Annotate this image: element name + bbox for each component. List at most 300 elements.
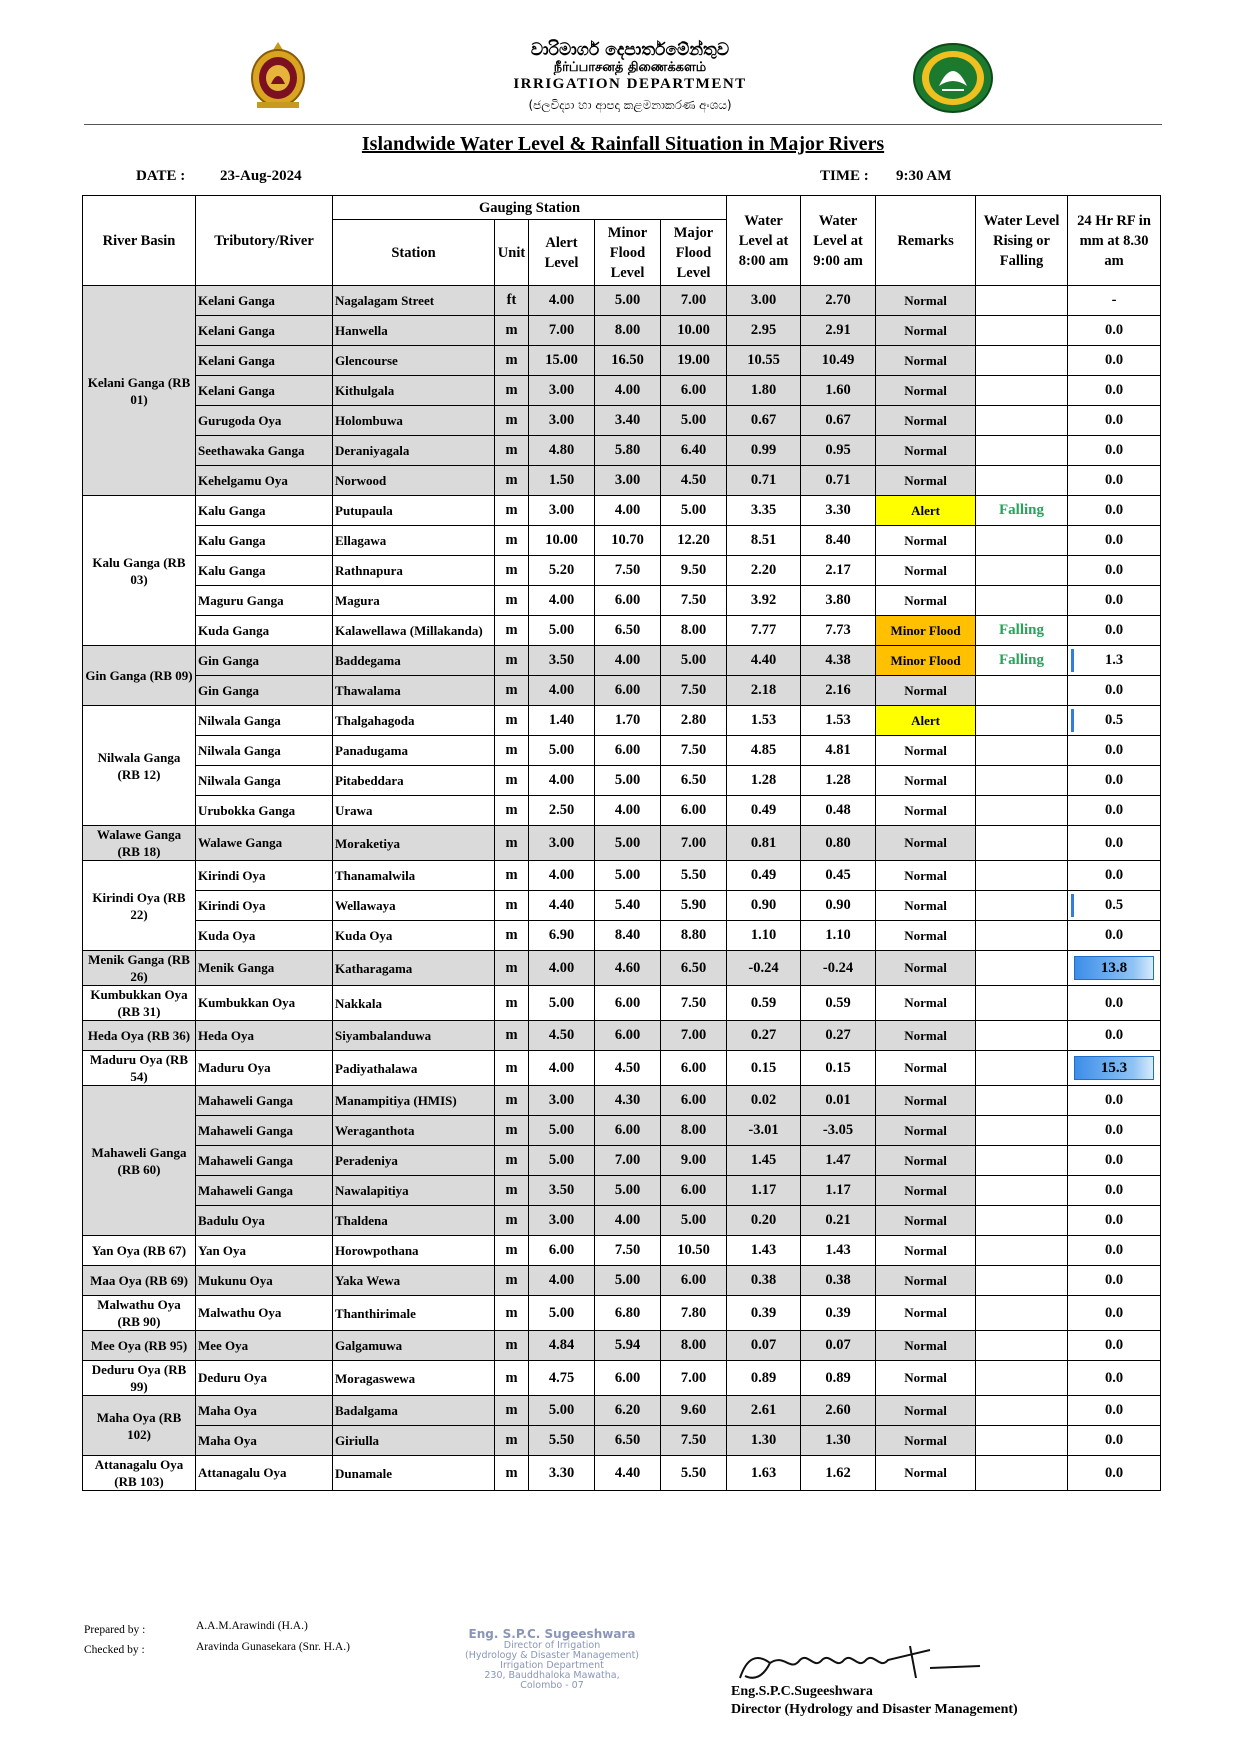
major-flood-cell: 6.00 [661, 376, 727, 406]
minor-flood-cell: 6.00 [595, 586, 661, 616]
station-cell: Kithulgala [333, 376, 495, 406]
table-row [83, 1146, 1161, 1176]
tributary-cell: Menik Ganga [196, 951, 333, 986]
station-cell: Hanwella [333, 316, 495, 346]
remarks-cell: Normal [876, 766, 976, 796]
rainfall-cell [1068, 466, 1161, 496]
table-row [83, 1266, 1161, 1296]
water-level-800-cell: 0.20 [727, 1206, 801, 1236]
minor-flood-cell: 6.20 [595, 1396, 661, 1426]
major-flood-cell: 6.40 [661, 436, 727, 466]
major-flood-cell: 5.00 [661, 1206, 727, 1236]
alert-level-cell: 1.50 [529, 466, 595, 496]
minor-flood-cell: 5.00 [595, 826, 661, 861]
alert-level-cell: 5.00 [529, 1146, 595, 1176]
unit-cell: m [495, 951, 529, 986]
major-flood-cell: 6.50 [661, 951, 727, 986]
alert-level-cell: 5.00 [529, 736, 595, 766]
station-cell: Thaldena [333, 1206, 495, 1236]
trend-cell [976, 1396, 1068, 1426]
minor-flood-cell: 5.00 [595, 1176, 661, 1206]
unit-cell: m [495, 736, 529, 766]
trend-cell [976, 1456, 1068, 1491]
minor-flood-cell: 6.80 [595, 1296, 661, 1331]
table-row [83, 676, 1161, 706]
station-cell: Norwood [333, 466, 495, 496]
alert-level-cell: 5.00 [529, 616, 595, 646]
trend-cell: Falling [976, 646, 1068, 676]
remarks-cell: Normal [876, 286, 976, 316]
col-wl-900: Water Level at 9:00 am [801, 196, 876, 286]
rainfall-value: - [1111, 292, 1117, 308]
water-level-800-cell: 0.81 [727, 826, 801, 861]
station-cell: Dunamale [333, 1456, 495, 1491]
major-flood-cell: 6.50 [661, 766, 727, 796]
alert-level-cell: 3.50 [529, 1176, 595, 1206]
table-row [83, 986, 1161, 1021]
river-basin-cell: Kelani Ganga (RB 01) [83, 286, 196, 496]
trend-cell: Falling [976, 496, 1068, 526]
tributary-cell: Kuda Oya [196, 921, 333, 951]
tributary-cell: Badulu Oya [196, 1206, 333, 1236]
unit-cell: m [495, 1051, 529, 1086]
alert-level-cell: 3.00 [529, 376, 595, 406]
rainfall-value: 0.0 [1104, 742, 1124, 758]
prepared-label: Prepared by : [84, 1624, 146, 1636]
unit-cell: m [495, 1086, 529, 1116]
remarks-cell: Normal [876, 1266, 976, 1296]
river-basin-cell: Nilwala Ganga (RB 12) [83, 706, 196, 826]
rainfall-value: 0.0 [1104, 442, 1124, 458]
water-level-800-cell: 2.18 [727, 676, 801, 706]
header-rule [84, 124, 1162, 125]
water-level-900-cell: 0.67 [801, 406, 876, 436]
major-flood-cell: 2.80 [661, 706, 727, 736]
unit-cell: m [495, 556, 529, 586]
station-cell: Yaka Wewa [333, 1266, 495, 1296]
minor-flood-cell: 8.40 [595, 921, 661, 951]
minor-flood-cell: 5.80 [595, 436, 661, 466]
station-cell: Peradeniya [333, 1146, 495, 1176]
water-level-800-cell: 2.95 [727, 316, 801, 346]
water-level-900-cell: 2.17 [801, 556, 876, 586]
remarks-cell: Normal [876, 1331, 976, 1361]
major-flood-cell: 6.00 [661, 1176, 727, 1206]
water-level-900-cell: 0.90 [801, 891, 876, 921]
water-level-800-cell: 1.10 [727, 921, 801, 951]
trend-cell [976, 406, 1068, 436]
rainfall-cell [1068, 616, 1161, 646]
tributary-cell: Deduru Oya [196, 1361, 333, 1396]
trend-cell [976, 826, 1068, 861]
signature [730, 1638, 990, 1688]
station-cell: Moraketiya [333, 826, 495, 861]
unit-cell: m [495, 921, 529, 951]
major-flood-cell: 7.00 [661, 1361, 727, 1396]
remarks-cell: Normal [876, 556, 976, 586]
alert-level-cell: 3.30 [529, 1456, 595, 1491]
trend-cell [976, 796, 1068, 826]
station-cell: Nakkala [333, 986, 495, 1021]
trend-cell [976, 1266, 1068, 1296]
remarks-cell: Normal [876, 316, 976, 346]
water-level-800-cell: -3.01 [727, 1116, 801, 1146]
rainfall-cell [1068, 586, 1161, 616]
stamp-line: Colombo - 07 [520, 1680, 584, 1691]
stamp-line: Director of Irrigation [503, 1640, 601, 1651]
water-level-900-cell: 0.95 [801, 436, 876, 466]
rainfall-cell [1068, 526, 1161, 556]
table-row [83, 316, 1161, 346]
water-level-900-cell: 0.80 [801, 826, 876, 861]
table-row [83, 1396, 1161, 1426]
minor-flood-cell: 6.00 [595, 986, 661, 1021]
unit-cell: m [495, 676, 529, 706]
station-cell: Horowpothana [333, 1236, 495, 1266]
minor-flood-cell: 6.00 [595, 1021, 661, 1051]
trend-cell [976, 466, 1068, 496]
alert-level-cell: 15.00 [529, 346, 595, 376]
table-row [83, 1051, 1161, 1086]
unit-cell: m [495, 1021, 529, 1051]
tributary-cell: Kelani Ganga [196, 286, 333, 316]
trend-cell [976, 1206, 1068, 1236]
river-basin-cell: Malwathu Oya (RB 90) [83, 1296, 196, 1331]
remarks-cell: Normal [876, 1361, 976, 1396]
rainfall-value: 0.0 [1104, 1182, 1124, 1198]
tributary-cell: Kalu Ganga [196, 526, 333, 556]
unit-cell: m [495, 796, 529, 826]
water-level-800-cell: 0.90 [727, 891, 801, 921]
unit-cell: m [495, 1116, 529, 1146]
stamp-line: Eng. S.P.C. Sugeeshwara [468, 1627, 636, 1641]
col-river-basin: River Basin [83, 196, 196, 286]
checked-by: Aravinda Gunasekara (Snr. H.A.) [196, 1641, 350, 1653]
col-alert-level: Alert Level [529, 220, 595, 286]
rainfall-cell [1068, 376, 1161, 406]
remarks-cell: Normal [876, 676, 976, 706]
river-basin-cell: Gin Ganga (RB 09) [83, 646, 196, 706]
water-level-800-cell: 3.35 [727, 496, 801, 526]
rainfall-cell [1068, 1331, 1161, 1361]
tributary-cell: Kelani Ganga [196, 346, 333, 376]
major-flood-cell: 19.00 [661, 346, 727, 376]
unit-cell: m [495, 1146, 529, 1176]
rainfall-value: 0.0 [1104, 1402, 1124, 1418]
col-minor-flood: Minor Flood Level [595, 220, 661, 286]
station-cell: Galgamuwa [333, 1331, 495, 1361]
river-basin-cell: Deduru Oya (RB 99) [83, 1361, 196, 1396]
signatory-title: Director (Hydrology and Disaster Management) [731, 1702, 1018, 1717]
table-row [83, 1116, 1161, 1146]
rainfall-value: 0.0 [1104, 562, 1124, 578]
station-cell: Putupaula [333, 496, 495, 526]
rainfall-cell [1068, 951, 1161, 986]
river-basin-cell: Mee Oya (RB 95) [83, 1331, 196, 1361]
alert-level-cell: 3.00 [529, 1206, 595, 1236]
rainfall-cell [1068, 1051, 1161, 1086]
tributary-cell: Gin Ganga [196, 646, 333, 676]
remarks-cell: Normal [876, 1396, 976, 1426]
water-level-800-cell: 0.07 [727, 1331, 801, 1361]
rainfall-cell [1068, 1426, 1161, 1456]
rainfall-cell [1068, 316, 1161, 346]
table-row [83, 346, 1161, 376]
tributary-cell: Walawe Ganga [196, 826, 333, 861]
table-row [83, 951, 1161, 986]
table-row [83, 796, 1161, 826]
rainfall-cell [1068, 1021, 1161, 1051]
unit-cell: m [495, 891, 529, 921]
major-flood-cell: 5.50 [661, 861, 727, 891]
rainfall-value: 0.0 [1104, 1337, 1124, 1353]
unit-cell: m [495, 436, 529, 466]
water-level-800-cell: 2.61 [727, 1396, 801, 1426]
remarks-cell: Normal [876, 1236, 976, 1266]
river-basin-cell: Kalu Ganga (RB 03) [83, 496, 196, 646]
rainfall-value: 0.0 [1104, 1152, 1124, 1168]
table-row [83, 891, 1161, 921]
major-flood-cell: 9.60 [661, 1396, 727, 1426]
trend-cell [976, 951, 1068, 986]
water-level-900-cell: 2.60 [801, 1396, 876, 1426]
rainfall-value: 0.0 [1104, 412, 1124, 428]
major-flood-cell: 7.00 [661, 826, 727, 861]
trend-cell [976, 766, 1068, 796]
remarks-cell: Normal [876, 406, 976, 436]
rainfall-value: 0.0 [1104, 352, 1124, 368]
unit-cell: m [495, 1266, 529, 1296]
water-level-800-cell: 1.17 [727, 1176, 801, 1206]
station-cell: Thanthirimale [333, 1296, 495, 1331]
minor-flood-cell: 4.60 [595, 951, 661, 986]
rainfall-value: 0.0 [1104, 532, 1124, 548]
station-cell: Thalgahagoda [333, 706, 495, 736]
remarks-cell: Normal [876, 951, 976, 986]
minor-flood-cell: 16.50 [595, 346, 661, 376]
trend-cell [976, 891, 1068, 921]
water-level-900-cell: -3.05 [801, 1116, 876, 1146]
table-row [83, 556, 1161, 586]
water-level-900-cell: 0.38 [801, 1266, 876, 1296]
unit-cell: m [495, 406, 529, 436]
water-level-800-cell: 0.02 [727, 1086, 801, 1116]
col-rising-falling: Water Level Rising or Falling [976, 196, 1068, 286]
rainfall-value: 0.0 [1104, 472, 1124, 488]
tributary-cell: Attanagalu Oya [196, 1456, 333, 1491]
remarks-cell: Normal [876, 986, 976, 1021]
minor-flood-cell: 5.94 [595, 1331, 661, 1361]
station-cell: Urawa [333, 796, 495, 826]
rainfall-value: 0.0 [1104, 622, 1124, 638]
trend-cell [976, 1051, 1068, 1086]
remarks-cell: Normal [876, 1456, 976, 1491]
major-flood-cell: 6.00 [661, 1051, 727, 1086]
col-remarks: Remarks [876, 196, 976, 286]
station-cell: Wellawaya [333, 891, 495, 921]
trend-cell [976, 1086, 1068, 1116]
rainfall-value: 0.0 [1104, 382, 1124, 398]
remarks-cell: Normal [876, 526, 976, 556]
table-row [83, 1086, 1161, 1116]
trend-cell [976, 1176, 1068, 1206]
dept-name-tamil: நீர்ப்பாசனத் திணைக்களம் [553, 60, 707, 75]
alert-level-cell: 4.00 [529, 676, 595, 706]
alert-level-cell: 4.50 [529, 1021, 595, 1051]
minor-flood-cell: 7.50 [595, 556, 661, 586]
remarks-cell: Normal [876, 1176, 976, 1206]
alert-level-cell: 7.00 [529, 316, 595, 346]
col-unit: Unit [495, 220, 529, 286]
rainfall-value: 0.0 [1104, 1464, 1124, 1481]
station-cell: Badalgama [333, 1396, 495, 1426]
alert-level-cell: 5.00 [529, 986, 595, 1021]
water-level-900-cell: 0.71 [801, 466, 876, 496]
water-level-800-cell: 3.92 [727, 586, 801, 616]
water-level-900-cell: 8.40 [801, 526, 876, 556]
alert-level-cell: 4.40 [529, 891, 595, 921]
rainfall-cell [1068, 286, 1161, 316]
water-level-800-cell: 0.27 [727, 1021, 801, 1051]
unit-cell: m [495, 1296, 529, 1331]
tributary-cell: Gin Ganga [196, 676, 333, 706]
tributary-cell: Kirindi Oya [196, 861, 333, 891]
alert-level-cell: 4.00 [529, 586, 595, 616]
alert-level-cell: 1.40 [529, 706, 595, 736]
water-level-900-cell: 0.59 [801, 986, 876, 1021]
rainfall-value: 0.0 [1104, 1432, 1124, 1448]
minor-flood-cell: 6.00 [595, 676, 661, 706]
rainfall-cell [1068, 1296, 1161, 1331]
rainfall-value: 0.0 [1104, 802, 1124, 818]
tributary-cell: Seethawaka Ganga [196, 436, 333, 466]
station-cell: Ellagawa [333, 526, 495, 556]
tributary-cell: Maha Oya [196, 1396, 333, 1426]
rainfall-cell [1068, 766, 1161, 796]
tributary-cell: Mahaweli Ganga [196, 1086, 333, 1116]
prepared-by: A.A.M.Arawindi (H.A.) [196, 1620, 308, 1632]
rainfall-cell [1068, 1086, 1161, 1116]
table-row [83, 861, 1161, 891]
unit-cell: ft [495, 286, 529, 316]
minor-flood-cell: 5.00 [595, 861, 661, 891]
rainfall-value: 0.0 [1104, 1212, 1124, 1228]
rainfall-bar [1071, 894, 1074, 917]
remarks-cell: Normal [876, 796, 976, 826]
alert-level-cell: 3.00 [529, 1086, 595, 1116]
trend-cell [976, 376, 1068, 406]
irrigation-department-logo [912, 42, 994, 114]
river-basin-cell: Kumbukkan Oya (RB 31) [83, 986, 196, 1021]
rainfall-cell [1068, 1206, 1161, 1236]
water-level-800-cell: 0.89 [727, 1361, 801, 1396]
water-level-800-cell: 0.39 [727, 1296, 801, 1331]
station-cell: Rathnapura [333, 556, 495, 586]
signatory-name: Eng.S.P.C.Sugeeshwara [731, 1684, 873, 1699]
rainfall-value: 0.0 [1104, 322, 1124, 338]
table-row [83, 1426, 1161, 1456]
major-flood-cell: 7.80 [661, 1296, 727, 1331]
unit-cell: m [495, 616, 529, 646]
major-flood-cell: 5.00 [661, 406, 727, 436]
tributary-cell: Nilwala Ganga [196, 706, 333, 736]
water-level-900-cell: 4.38 [801, 646, 876, 676]
trend-cell [976, 556, 1068, 586]
major-flood-cell: 8.00 [661, 1331, 727, 1361]
trend-cell [976, 861, 1068, 891]
rainfall-value: 0.0 [1104, 927, 1124, 943]
remarks-cell: Normal [876, 466, 976, 496]
station-cell: Nawalapitiya [333, 1176, 495, 1206]
tributary-cell: Kalu Ganga [196, 496, 333, 526]
trend-cell: Falling [976, 616, 1068, 646]
water-level-800-cell: 1.43 [727, 1236, 801, 1266]
major-flood-cell: 4.50 [661, 466, 727, 496]
table-row [83, 526, 1161, 556]
alert-level-cell: 4.00 [529, 766, 595, 796]
tributary-cell: Malwathu Oya [196, 1296, 333, 1331]
unit-cell: m [495, 646, 529, 676]
rainfall-value: 0.0 [1104, 1272, 1124, 1288]
major-flood-cell: 7.50 [661, 676, 727, 706]
remarks-cell: Normal [876, 1086, 976, 1116]
rainfall-cell [1068, 1116, 1161, 1146]
table-row [83, 706, 1161, 736]
alert-level-cell: 5.00 [529, 1116, 595, 1146]
trend-cell [976, 346, 1068, 376]
major-flood-cell: 8.00 [661, 1116, 727, 1146]
river-basin-cell: Yan Oya (RB 67) [83, 1236, 196, 1266]
rainfall-value: 0.0 [1104, 1027, 1124, 1043]
rainfall-value: 0.0 [1104, 502, 1124, 518]
rainfall-cell [1068, 706, 1161, 736]
table-row [83, 921, 1161, 951]
water-level-800-cell: 4.40 [727, 646, 801, 676]
time-value: 9:30 AM [896, 168, 952, 184]
dept-name-sinhala: වාරිමාර්ග දෙපාර්තමේන්තුව [530, 40, 730, 60]
table-row [83, 736, 1161, 766]
tributary-cell: Kelani Ganga [196, 316, 333, 346]
table-row [83, 1206, 1161, 1236]
water-level-900-cell: 7.73 [801, 616, 876, 646]
water-level-900-cell: 1.28 [801, 766, 876, 796]
river-basin-cell: Menik Ganga (RB 26) [83, 951, 196, 986]
alert-level-cell: 5.00 [529, 1396, 595, 1426]
water-level-900-cell: 2.16 [801, 676, 876, 706]
table-row [83, 646, 1161, 676]
water-level-900-cell: 1.62 [801, 1456, 876, 1491]
rainfall-value: 0.0 [1104, 834, 1124, 851]
unit-cell: m [495, 1361, 529, 1396]
unit-cell: m [495, 526, 529, 556]
remarks-cell: Normal [876, 586, 976, 616]
trend-cell [976, 986, 1068, 1021]
water-level-800-cell: 1.30 [727, 1426, 801, 1456]
col-gauging-station: Gauging Station [333, 196, 727, 220]
table-row [83, 496, 1161, 526]
water-level-900-cell: 3.80 [801, 586, 876, 616]
rainfall-value: 0.0 [1104, 1304, 1124, 1321]
water-level-900-cell: 0.21 [801, 1206, 876, 1236]
station-cell: Manampitiya (HMIS) [333, 1086, 495, 1116]
unit-cell: m [495, 986, 529, 1021]
trend-cell [976, 586, 1068, 616]
water-level-800-cell: 1.80 [727, 376, 801, 406]
alert-level-cell: 3.50 [529, 646, 595, 676]
river-basin-cell: Maduru Oya (RB 54) [83, 1051, 196, 1086]
water-level-900-cell: 0.39 [801, 1296, 876, 1331]
alert-level-cell: 10.00 [529, 526, 595, 556]
